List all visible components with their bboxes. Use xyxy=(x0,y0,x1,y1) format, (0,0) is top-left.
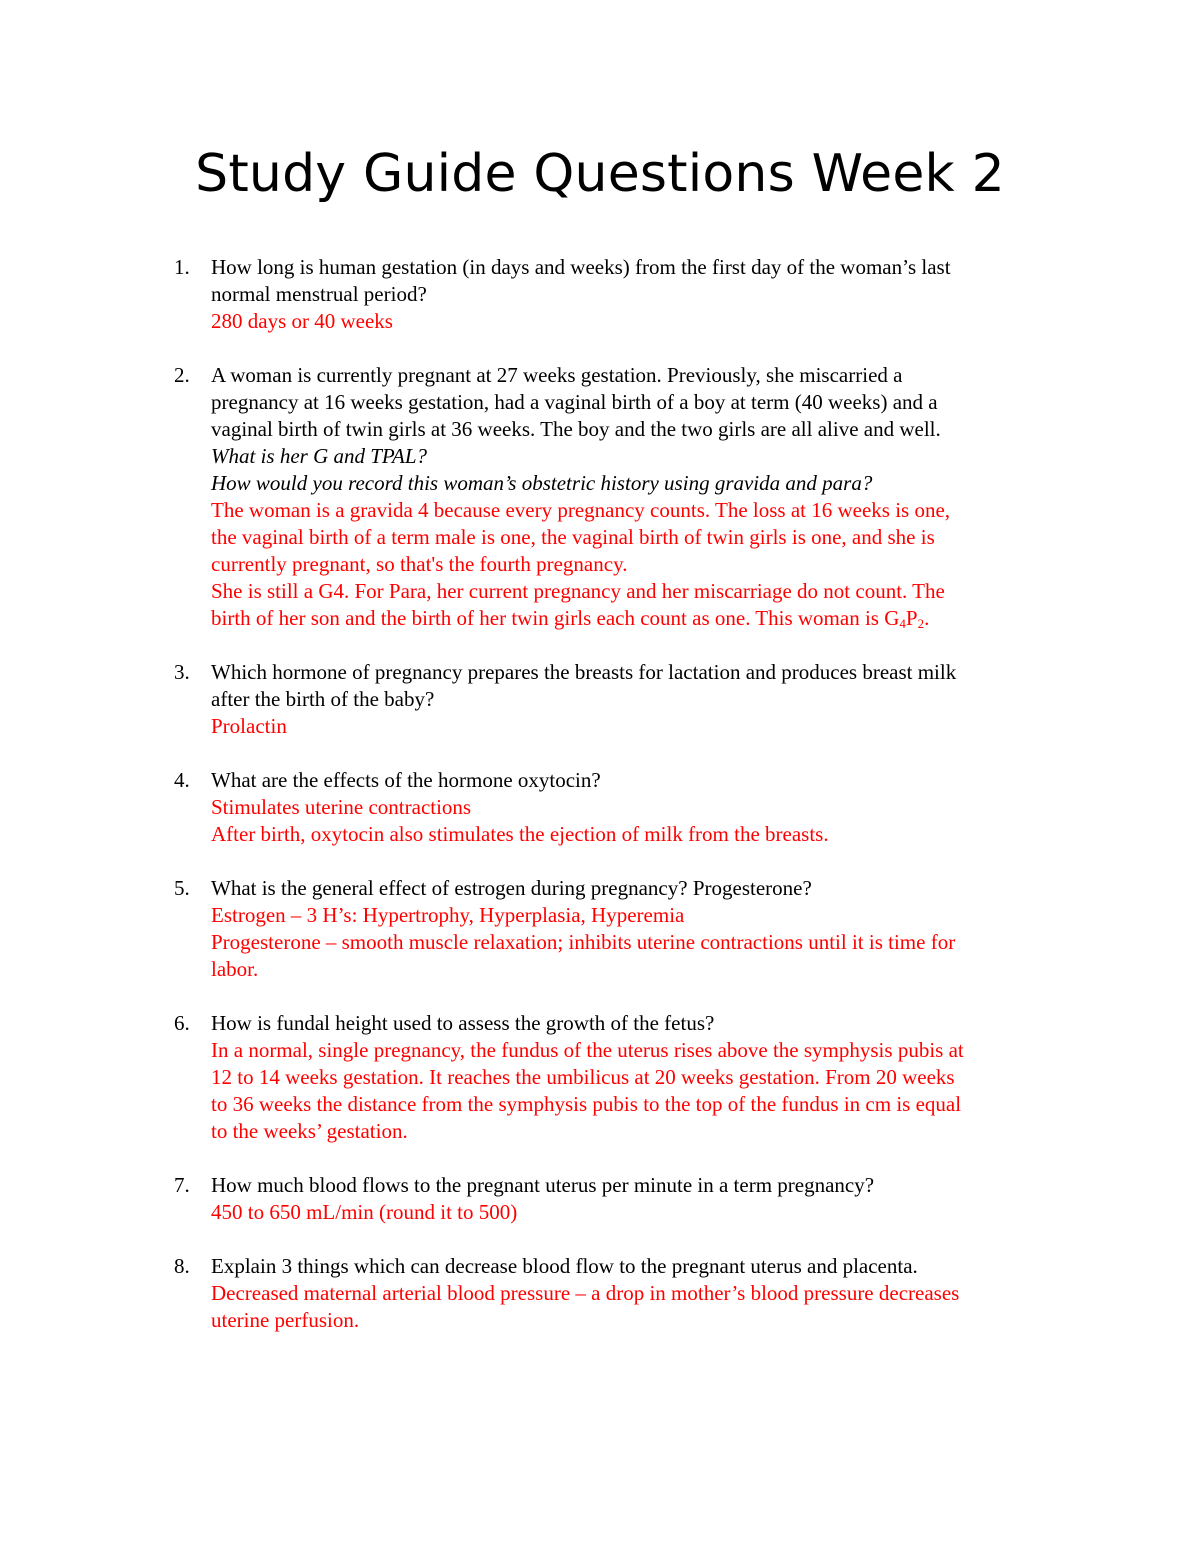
answer-text: In a normal, single pregnancy, the fundus of the uterus rises above the symphysis pubis at xyxy=(211,1038,964,1062)
answer-text: uterine perfusion. xyxy=(211,1308,360,1332)
question-body xyxy=(211,254,1071,335)
answer-text: The woman is a gravida 4 because every pregnancy counts. The loss at 16 weeks is one, xyxy=(211,498,951,522)
question-item-6 xyxy=(0,1010,1200,1145)
question-list xyxy=(0,254,1200,1361)
question-item-2 xyxy=(0,362,1200,632)
gravida-subscript: 4 xyxy=(899,616,906,631)
question-text: after the birth of the baby? xyxy=(211,687,435,711)
answer-text: currently pregnant, so that's the fourth pregnancy. xyxy=(211,552,628,576)
answer-text: 12 to 14 weeks gestation. It reaches the umbilicus at 20 weeks gestation. From 20 weeks xyxy=(211,1065,955,1089)
question-text: Which hormone of pregnancy prepares the breasts for lactation and produces breast milk xyxy=(211,660,957,684)
question-number: 3. xyxy=(174,660,190,684)
answer-text: Decreased maternal arterial blood pressure – a drop in mother’s blood pressure decreases xyxy=(211,1281,960,1305)
question-subprompt: How would you record this woman’s obstetric history using gravida and para? xyxy=(211,471,873,495)
answer-text: After birth, oxytocin also stimulates the ejection of milk from the breasts. xyxy=(211,822,829,846)
answer-text: the vaginal birth of a term male is one, the vaginal birth of twin girls is one, and she is xyxy=(211,525,935,549)
answer-period: . xyxy=(924,606,930,630)
question-item-3 xyxy=(0,659,1200,740)
question-body xyxy=(211,875,1071,983)
question-text: What is the general effect of estrogen during pregnancy? Progesterone? xyxy=(211,876,812,900)
answer-text: to 36 weeks the distance from the symphysis pubis to the top of the fundus in cm is equal xyxy=(211,1092,962,1116)
question-number: 5. xyxy=(174,876,190,900)
answer-text: Progesterone – smooth muscle relaxation; inhibits uterine contractions until it is time for xyxy=(211,930,956,954)
answer-text: 450 to 650 mL/min (round it to 500) xyxy=(211,1200,518,1224)
answer-text-with-notation xyxy=(211,605,1071,632)
answer-text: labor. xyxy=(211,957,259,981)
question-text: normal menstrual period? xyxy=(211,282,427,306)
question-text: How much blood flows to the pregnant uterus per minute in a term pregnancy? xyxy=(211,1173,875,1197)
answer-text: birth of her son and the birth of her twin girls each count as one. This woman is G xyxy=(211,606,900,630)
question-text: vaginal birth of twin girls at 36 weeks. The boy and the two girls are all alive and well. xyxy=(211,417,941,441)
question-body xyxy=(211,767,1071,848)
question-body xyxy=(211,1253,1071,1334)
question-number: 4. xyxy=(174,768,190,792)
answer-text: Prolactin xyxy=(211,714,287,738)
answer-text: to the weeks’ gestation. xyxy=(211,1119,408,1143)
question-number: 8. xyxy=(174,1254,190,1278)
question-number: 2. xyxy=(174,363,190,387)
question-item-1 xyxy=(0,254,1200,335)
answer-text: Estrogen – 3 H’s: Hypertrophy, Hyperplasia, Hyperemia xyxy=(211,903,685,927)
question-item-8 xyxy=(0,1253,1200,1334)
question-text: How is fundal height used to assess the growth of the fetus? xyxy=(211,1011,715,1035)
question-item-4 xyxy=(0,767,1200,848)
question-text: Explain 3 things which can decrease blood flow to the pregnant uterus and placenta. xyxy=(211,1254,918,1278)
question-number: 1. xyxy=(174,255,190,279)
answer-text: Stimulates uterine contractions xyxy=(211,795,472,819)
question-item-7 xyxy=(0,1172,1200,1226)
question-body xyxy=(211,1172,1071,1226)
page-title: Study Guide Questions Week 2 xyxy=(195,144,1005,204)
question-item-5 xyxy=(0,875,1200,983)
question-subprompt: What is her G and TPAL? xyxy=(211,444,428,468)
question-text: How long is human gestation (in days and weeks) from the first day of the woman’s last xyxy=(211,255,951,279)
question-text: What are the effects of the hormone oxytocin? xyxy=(211,768,601,792)
para-letter: P xyxy=(905,606,918,630)
question-body xyxy=(211,659,1071,740)
answer-text: She is still a G4. For Para, her current pregnancy and her miscarriage do not count. The xyxy=(211,579,945,603)
question-text: pregnancy at 16 weeks gestation, had a vaginal birth of a boy at term (40 weeks) and a xyxy=(211,390,938,414)
answer-text: 280 days or 40 weeks xyxy=(211,309,393,333)
question-text: A woman is currently pregnant at 27 weeks gestation. Previously, she miscarried a xyxy=(211,363,903,387)
question-body xyxy=(211,362,1071,632)
para-subscript: 2 xyxy=(917,616,925,631)
question-number: 6. xyxy=(174,1011,190,1035)
question-body xyxy=(211,1010,1071,1145)
question-number: 7. xyxy=(174,1173,190,1197)
